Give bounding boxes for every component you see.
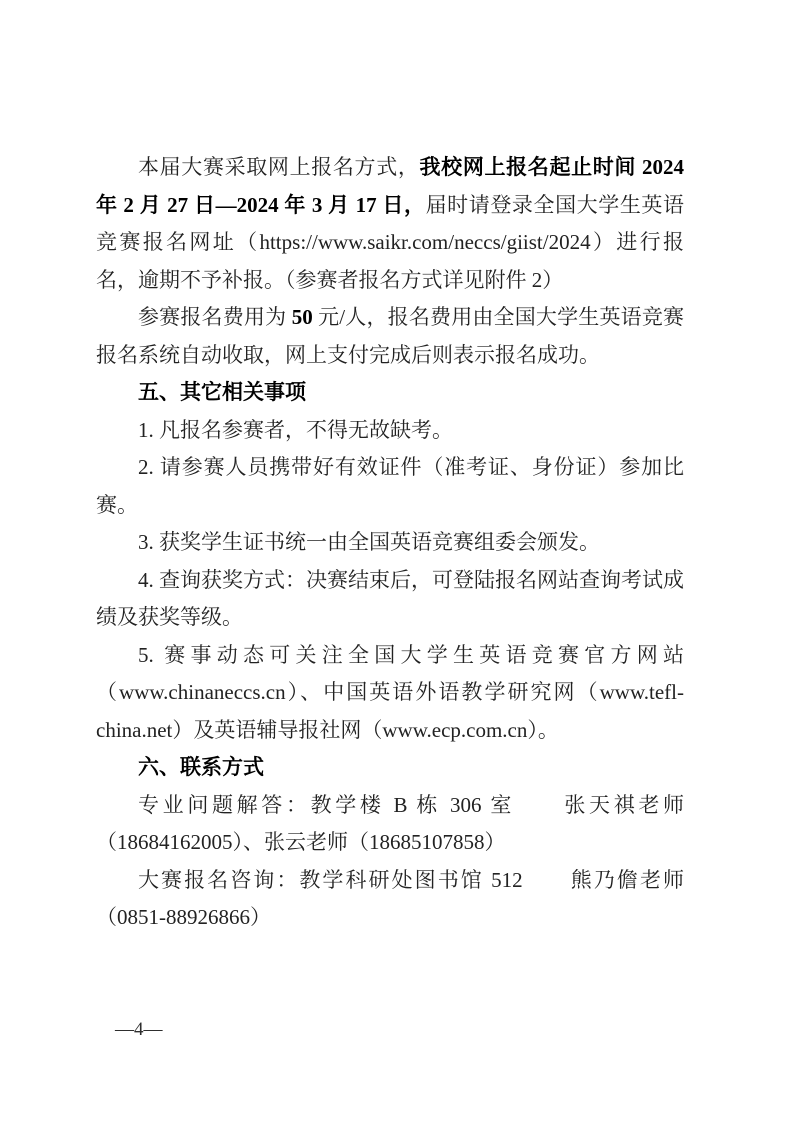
text-run: 届时请登录全国大学生英语竞赛报名网址（https://www.saikr.com/neccs/giist/2024）进行报名，逾期不予补报。（参赛者报名方式详见附件 2） <box>96 192 685 292</box>
text-run: 参赛报名费用为 <box>138 305 292 329</box>
list-item-query-results: 4. 查询获奖方式：决赛结束后，可登陆报名网站查询考试成绩及获奖等级。 <box>96 567 684 629</box>
list-item-bring-id: 2. 请参赛人员携带好有效证件（准考证、身份证）参加比赛。 <box>96 455 684 517</box>
section-heading-contact: 六、联系方式 <box>138 756 264 779</box>
page-number: —4— <box>115 1019 163 1040</box>
paragraph-registration-method <box>96 149 684 299</box>
text-run: 本届大赛采取网上报名方式， <box>138 155 420 179</box>
text-run-bold-registration-deadline: 我校网上报名起止时间 2024 年 2 月 27 日—2024 年 3 月 17 日， <box>96 155 684 217</box>
contact-line-professional-questions: 专业问题解答：教学楼 B 栋 306 室 张天祺老师（18684162005）、张云老师（18685107858） <box>96 792 684 854</box>
list-item-official-websites: 5. 赛事动态可关注全国大学生英语竞赛官方网站（www.chinaneccs.cn）、中国英语外语教学研究网（www.tefl-china.net）及英语辅导报社网（www.ecp.com.cn）。 <box>96 642 684 742</box>
text-run-bold-fee-amount: 50 <box>291 305 313 329</box>
contact-line-registration-consult: 大赛报名咨询：教学科研处图书馆 512 熊乃儋老师（0851-88926866） <box>96 867 684 929</box>
document-body <box>96 149 684 937</box>
paragraph-fee <box>96 299 684 374</box>
list-item-no-absence: 1. 凡报名参赛者，不得无故缺考。 <box>138 417 453 442</box>
list-item-certificates: 3. 获奖学生证书统一由全国英语竞赛组委会颁发。 <box>138 530 600 554</box>
text-run: 元/人，报名费用由全国大学生英语竞赛报名系统自动收取，网上支付完成后则表示报名成功。 <box>96 305 684 367</box>
section-heading-other-matters: 五、其它相关事项 <box>138 381 306 404</box>
